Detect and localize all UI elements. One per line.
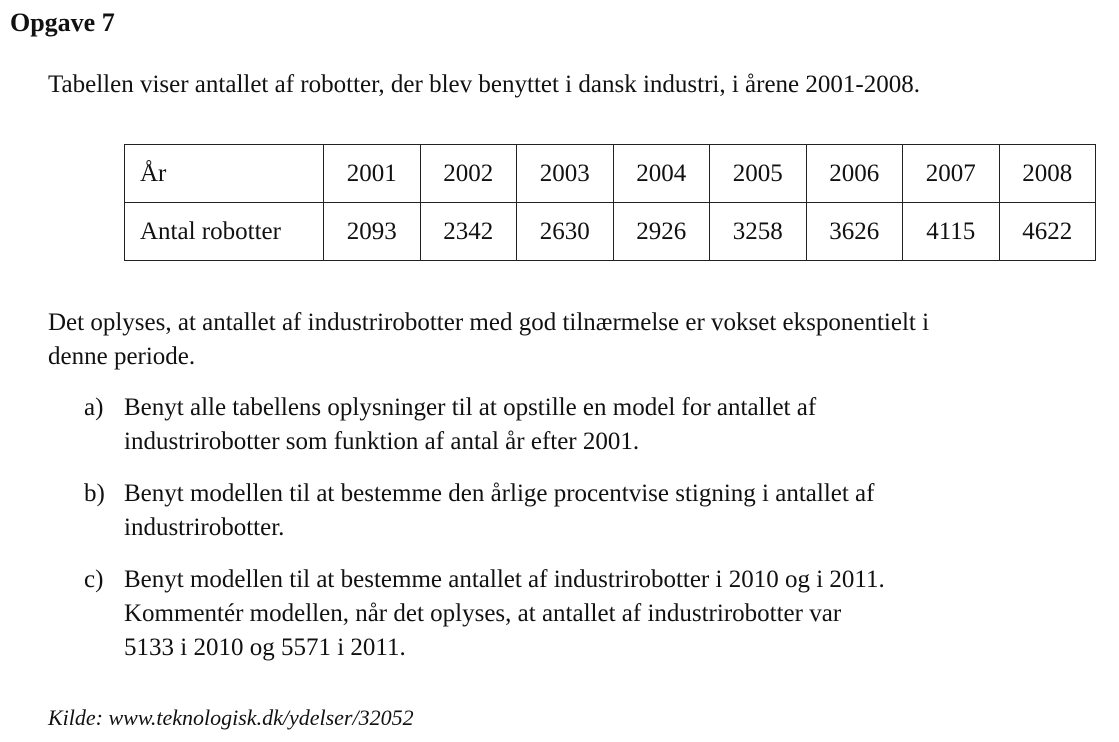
paragraph-line: Det oplyses, at antallet af industrirobotter med god tilnærmelse er vokset eksponentielt i	[48, 309, 930, 336]
question-line: Benyt alle tabellens oplysninger til at opstille en model for antallet af	[124, 394, 817, 421]
row-label-year: År	[125, 145, 324, 203]
question-letter: c)	[84, 566, 104, 593]
year-cell: 2007	[903, 145, 1000, 203]
question-text	[124, 477, 1084, 545]
source-citation: Kilde: www.teknologisk.dk/ydelser/32052	[48, 705, 414, 730]
year-cell: 2003	[517, 145, 614, 203]
year-cell: 2006	[806, 145, 903, 203]
question-line: industrirobotter.	[124, 514, 285, 541]
count-cell: 3258	[710, 203, 807, 261]
question-line: 5133 i 2010 og 5571 i 2011.	[124, 634, 406, 661]
count-cell: 2342	[420, 203, 517, 261]
count-cell: 2093	[324, 203, 421, 261]
question-text	[124, 563, 1084, 665]
count-cell: 4622	[999, 203, 1096, 261]
year-cell: 2001	[324, 145, 421, 203]
growth-paragraph	[48, 306, 1118, 374]
question-line: industrirobotter som funktion af antal år efter 2001.	[124, 428, 640, 455]
count-cell: 2926	[613, 203, 710, 261]
question-a	[84, 391, 1084, 459]
paragraph-line: denne periode.	[48, 343, 196, 370]
year-cell: 2005	[710, 145, 807, 203]
count-cell: 3626	[806, 203, 903, 261]
count-cell: 4115	[903, 203, 1000, 261]
question-line: Benyt modellen til at bestemme antallet af industrirobotter i 2010 og i 2011.	[124, 566, 885, 593]
question-b	[84, 477, 1084, 545]
year-cell: 2008	[999, 145, 1096, 203]
year-cell: 2002	[420, 145, 517, 203]
question-text	[124, 391, 1084, 459]
year-cell: 2004	[613, 145, 710, 203]
robot-data-table	[124, 144, 1096, 261]
exercise-title: Opgave 7	[10, 8, 115, 37]
table-row-counts	[125, 203, 1096, 261]
question-line: Kommentér modellen, når det oplyses, at antallet af industrirobotter var	[124, 600, 842, 627]
count-cell: 2630	[517, 203, 614, 261]
intro-text: Tabellen viser antallet af robotter, der blev benyttet i dansk industri, i årene 2001-2008.	[48, 71, 920, 98]
row-label-count: Antal robotter	[125, 203, 324, 261]
question-letter: a)	[84, 394, 104, 421]
question-letter: b)	[84, 480, 105, 507]
table-row-years	[125, 145, 1096, 203]
question-c	[84, 563, 1084, 665]
question-line: Benyt modellen til at bestemme den årlige procentvise stigning i antallet af	[124, 480, 875, 507]
